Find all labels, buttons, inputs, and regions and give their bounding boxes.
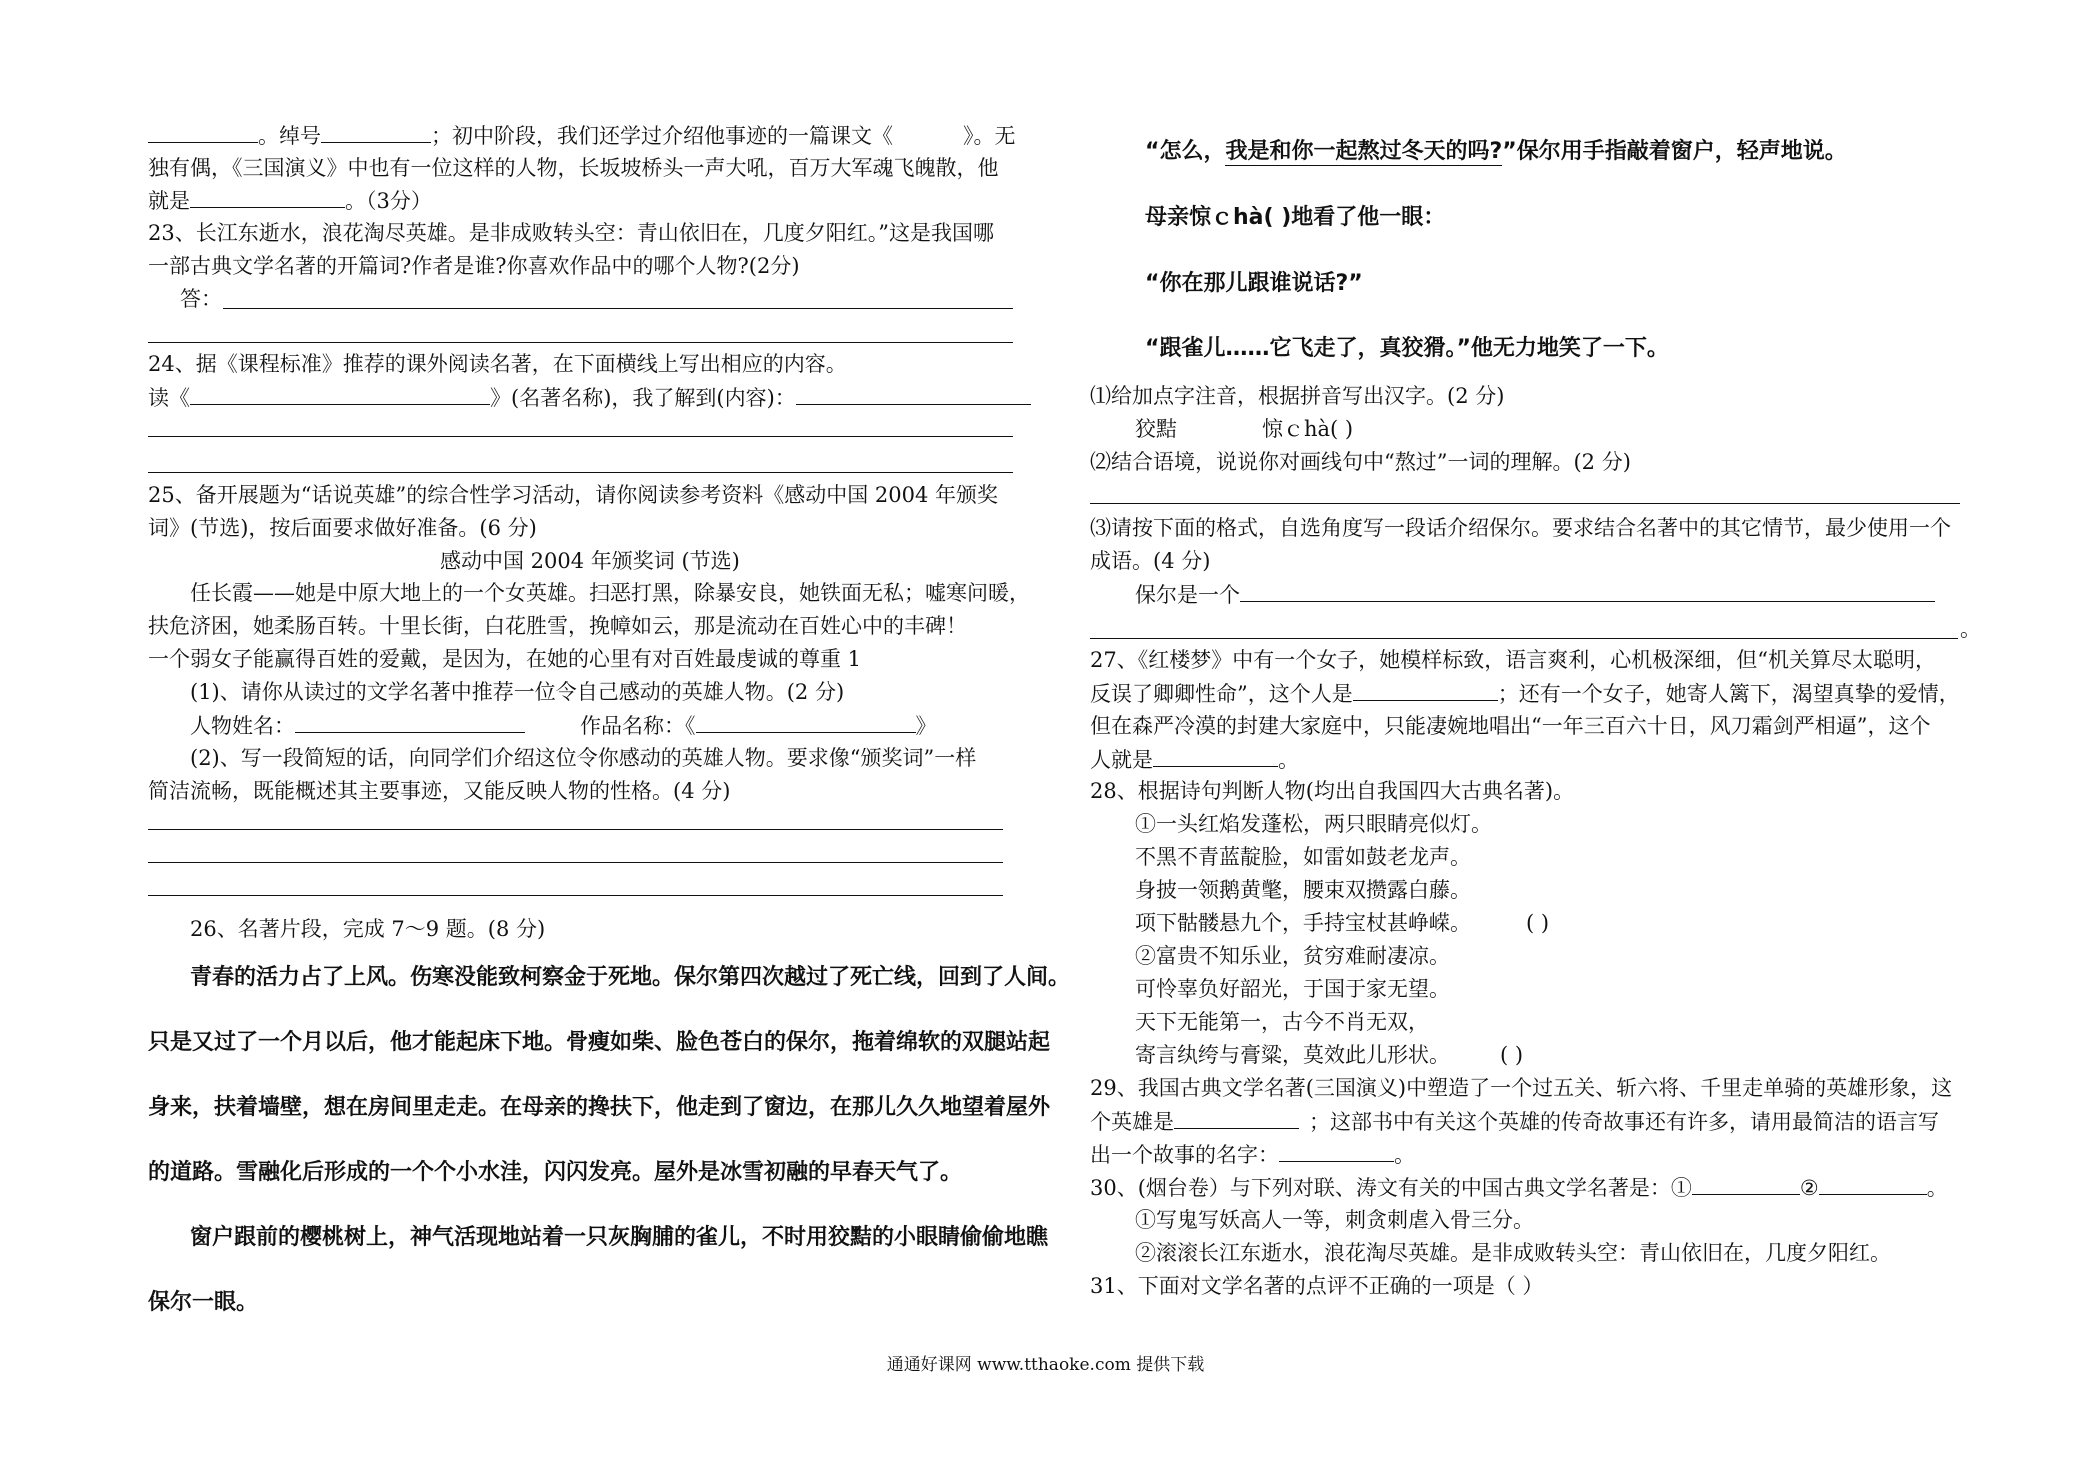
poem-line: 身披一领鹅黄氅，腰束双攒露白藤。 (1135, 878, 1471, 902)
question-29: 29、我国古典文学名著(三国演义)中塑造了一个过五关、斩六将、千里走单骑的英雄形象，这 (1090, 1076, 1953, 1100)
answer-label: 答： (180, 287, 222, 311)
passage-text: 窗户跟前的樱桃树上，神气活现地站着一只灰胸脯的雀儿，不时用狡黠的小眼睛偷偷地瞧 (190, 1225, 1049, 1250)
answer-line[interactable] (223, 308, 1013, 309)
question-24: 24、据《课程标准》推荐的课外阅读名著，在下面横线上写出相应的内容。 (148, 352, 847, 376)
sub-question-3: ⑶请按下面的格式，自选角度写一段话介绍保尔。要求结合名著中的其它情节，最少使用一个 (1090, 516, 1951, 540)
question-23-cont: 一部古典文学名著的开篇词?作者是谁?你喜欢作品中的哪个人物?(2分) (148, 254, 800, 278)
answer-blank[interactable] (1153, 744, 1278, 767)
poem-line: 寄言纨绔与膏粱，莫效此儿形状。 ( ) (1135, 1043, 1524, 1067)
passage-text: 青春的活力占了上风。伤寒没能致柯察金于死地。保尔第四次越过了死亡线，回到了人间。 (190, 965, 1071, 990)
poem-line: 可怜辜负好韶光，于国于家无望。 (1135, 977, 1450, 1001)
answer-blank[interactable] (1353, 678, 1498, 701)
answer-line[interactable] (148, 862, 1003, 863)
passage-text: 只是又过了一个月以后，他才能起床下地。骨瘦如柴、脸色苍白的保尔，拖着绵软的双腿站起 (148, 1030, 1051, 1055)
reference-text: 扶危济困，她柔肠百转。十里长街，白花胜雪，挽幛如云，那是流动在百姓心中的丰碑！ (148, 614, 967, 638)
answer-blank[interactable] (1692, 1172, 1800, 1195)
answer-line[interactable] (148, 472, 1013, 473)
poem-line: ①一头红焰发蓬松，两只眼睛亮似灯。 (1135, 812, 1492, 836)
content-blank[interactable] (796, 382, 1031, 405)
paul-fill-line: 保尔是一个 (1135, 579, 1935, 610)
line-he-is: 就是 。（3分） (148, 185, 432, 216)
answer-line[interactable] (148, 829, 1003, 830)
answer-blank[interactable] (190, 185, 345, 208)
page-footer: 通通好课网 www.tthaoke.com 提供下载 (886, 1355, 1205, 1375)
passage-text: “你在那儿跟谁说话?” (1145, 271, 1363, 296)
answer-line[interactable] (148, 342, 1013, 343)
question-27: 27、《红楼梦》中有一个女子，她模样标致，语言爽利，心机极深细，但“机关算尽太聪明， (1090, 648, 1936, 672)
work-name-blank[interactable] (696, 710, 916, 733)
answer-line[interactable] (148, 436, 1013, 437)
question-23: 23、长江东逝水，浪花淘尽英雄。是非成败转头空：青山依旧在，几度夕阳红。”这是我国哪 (148, 221, 994, 245)
reference-text: 一个弱女子能赢得百姓的爱戴，是因为，在她的心里有对百姓最虔诚的尊重 1 (148, 647, 862, 671)
question-25: 25、备开展题为“话说英雄”的综合性学习活动，请你阅读参考资料《感动中国 2004 年颁奖 (148, 483, 998, 507)
answer-blank[interactable] (321, 120, 431, 143)
sub-question-1: ⑴给加点字注音，根据拼音写出汉字。(2 分) (1090, 384, 1505, 408)
question-26: 26、名著片段，完成 7～9 题。(8 分) (190, 917, 546, 941)
answer-blank[interactable] (148, 120, 258, 143)
question-27-cont: 但在森严冷漠的封建大家庭中，只能凄婉地唱出“一年三百六十日，风刀霜剑严相逼”，这个 (1090, 714, 1931, 738)
passage-text: “跟雀儿……它飞走了，真狡猾。”他无力地笑了一下。 (1145, 336, 1669, 361)
underlined-sentence: 我是和你一起熬过冬天的吗? (1225, 139, 1503, 164)
answer-blank[interactable] (1240, 579, 1935, 602)
poem-line: 天下无能第一，古今不肖无双， (1135, 1010, 1429, 1034)
passage-text: “怎么，我是和你一起熬过冬天的吗?”保尔用手指敲着窗户，轻声地说。 (1145, 139, 1847, 164)
answer-parentheses[interactable]: ( ) (1526, 911, 1550, 935)
person-name-blank[interactable] (295, 710, 525, 733)
sub-question-2: ⑵结合语境，说说你对画线句中“熬过”一词的理解。(2 分) (1090, 450, 1631, 474)
sub-question-1: (1)、请你从读过的文学名著中推荐一位令自己感动的英雄人物。(2 分) (190, 680, 845, 704)
sub-question-3-cont: 成语。(4 分) (1090, 549, 1211, 573)
period-mark: 。 (1960, 617, 1981, 641)
poem-line: 项下骷髅悬九个，手持宝杖甚峥嵘。 ( ) (1135, 911, 1550, 935)
line-nickname: 。绰号 ；初中阶段，我们还学过介绍他事迹的一篇课文《 》。无 (148, 120, 1016, 151)
question-27-cont: 反误了卿卿性命”，这个人是 ；还有一个女子，她寄人篱下，渴望真挚的爱情， (1090, 678, 1960, 709)
answer-line[interactable] (1090, 638, 1958, 639)
reference-title: 感动中国 2004 年颁奖词 (节选) (440, 549, 740, 573)
book-name-blank[interactable] (190, 382, 490, 405)
poem-line: 不黑不青蓝靛脸，如雷如鼓老龙声。 (1135, 845, 1471, 869)
sub-question-2-cont: 简洁流畅，既能概述其主要事迹，又能反映人物的性格。(4 分) (148, 779, 731, 803)
couplet-line: ②滚滚长江东逝水，浪花淘尽英雄。是非成败转头空：青山依旧在，几度夕阳红。 (1135, 1241, 1891, 1265)
question-29-end: 出一个故事的名字： 。 (1090, 1139, 1415, 1170)
reference-text: 任长霞——她是中原大地上的一个女英雄。扫恶打黑，除暴安良，她铁面无私；嘘寒问暖， (190, 581, 1030, 605)
poem-line: ②富贵不知乐业，贫穷难耐凄凉。 (1135, 944, 1450, 968)
passage-text: 的道路。雪融化后形成的一个个小水洼，闪闪发亮。屋外是冰雪初融的早春天气了。 (148, 1160, 963, 1185)
couplet-line: ①写鬼写妖高人一等，刺贪刺虐入骨三分。 (1135, 1208, 1534, 1232)
question-29-cont: 个英雄是 ；这部书中有关这个英雄的传奇故事还有许多，请用最简洁的语言写 (1090, 1106, 1939, 1137)
text-line: 独有偶，《三国演义》中也有一位这样的人物，长坂坡桥头一声大吼，百万大军魂飞魄散，他 (148, 156, 999, 180)
answer-blank[interactable] (1819, 1172, 1927, 1195)
question-30: 30、(烟台卷）与下列对联、涛文有关的中国古典文学名著是：① ② 。 (1090, 1172, 1948, 1203)
question-27-end: 人就是 。 (1090, 744, 1299, 775)
sub-question-2: (2)、写一段简短的话，向同学们介绍这位令你感动的英雄人物。要求像“颁奖词”一样 (190, 746, 977, 770)
passage-text: 身来，扶着墙壁，想在房间里走走。在母亲的搀扶下，他走到了窗边，在那儿久久地望着屋外 (148, 1095, 1051, 1120)
answer-line[interactable] (1090, 503, 1960, 504)
answer-blank[interactable] (1279, 1139, 1394, 1162)
question-24-read: 读《 》(名著名称)，我了解到(内容)： (148, 382, 1031, 413)
question-28: 28、根据诗句判断人物(均出自我国四大古典名著)。 (1090, 779, 1575, 803)
hero-fill-line: 人物姓名： 作品名称：《 》 (190, 710, 937, 741)
passage-text: 母亲惊ｃhà( )地看了他一眼： (1145, 205, 1446, 230)
answer-blank[interactable] (1174, 1106, 1299, 1129)
answer-line[interactable] (148, 895, 1003, 896)
passage-text: 保尔一眼。 (148, 1290, 259, 1315)
question-31: 31、下面对文学名著的点评不正确的一项是（ ） (1090, 1274, 1544, 1298)
question-25-cont: 词》(节选)，按后面要求做好准备。(6 分) (148, 516, 537, 540)
pinyin-line: 狡黠 惊ｃhà( ) (1135, 417, 1354, 441)
answer-parentheses[interactable]: ( ) (1500, 1043, 1524, 1067)
